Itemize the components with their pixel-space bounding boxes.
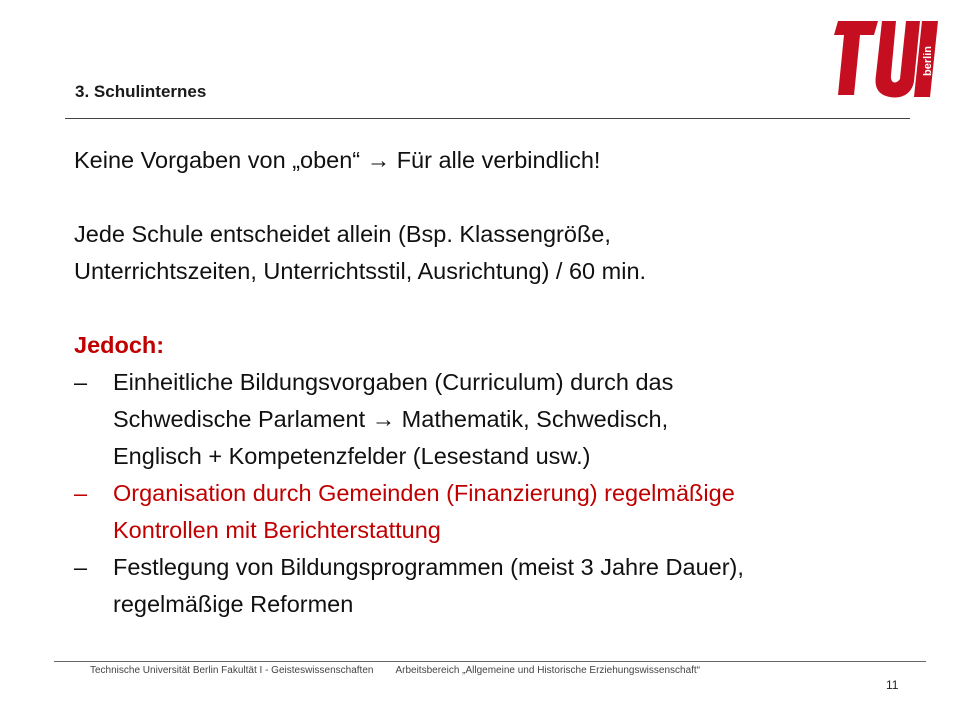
logo-letter-t — [834, 21, 878, 95]
arrow-right-icon: → — [366, 147, 391, 173]
slide-body — [74, 142, 914, 623]
page-number: 11 — [886, 678, 899, 692]
tu-berlin-logo — [834, 17, 938, 99]
bullet-item-highlighted: – Organisation durch Gemeinden (Finanzierung) regelmäßige Kontrollen mit Berichterstattung — [74, 475, 914, 549]
arrow-right-icon: → — [371, 406, 396, 432]
logo-letter-u — [876, 21, 920, 97]
footer-divider — [54, 661, 926, 662]
section-title: 3. Schulinternes — [75, 82, 207, 101]
bullet-item: – Einheitliche Bildungsvorgaben (Curriculum) durch das Schwedische Parlament → Mathematik, Schwedisch, Englisch + Kompetenzfelder (Lesestand usw.) — [74, 364, 914, 475]
statement-line: Keine Vorgaben von „oben“ → Für alle verbindlich! — [74, 147, 601, 173]
footer-department: Arbeitsbereich „Allgemeine und Historische Erziehungswissenschaft“ — [395, 665, 701, 676]
footer-institution: Technische Universität Berlin Fakultät I - Geisteswissenschaften — [90, 665, 374, 676]
dash-bullet-icon: – — [74, 369, 88, 395]
dash-bullet-icon: – — [74, 554, 88, 580]
paragraph-line: Unterrichtszeiten, Unterrichtsstil, Ausrichtung) / 60 min. — [74, 258, 647, 284]
header-divider — [65, 118, 910, 119]
logo-text: berlin — [922, 46, 934, 76]
paragraph-line: Jede Schule entscheidet allein (Bsp. Klassengröße, — [74, 221, 611, 247]
jedoch-heading: Jedoch: — [74, 332, 165, 358]
footer — [90, 665, 700, 676]
dash-bullet-icon: – — [74, 480, 88, 506]
bullet-item: – Festlegung von Bildungsprogrammen (meist 3 Jahre Dauer), regelmäßige Reformen — [74, 549, 914, 623]
